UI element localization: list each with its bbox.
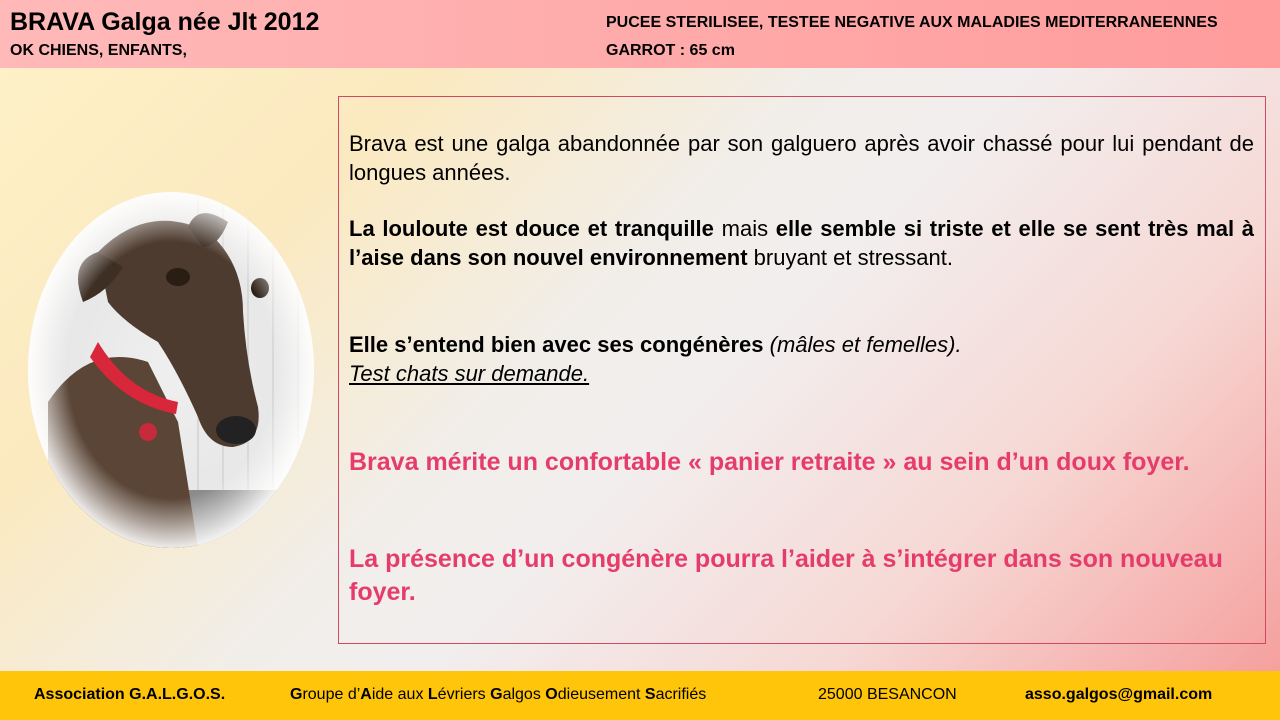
compatibility-paragraph: [349, 330, 1254, 388]
compatibility-italic: (mâles et femelles).: [763, 332, 962, 357]
word-aide: ide aux: [371, 686, 428, 703]
word-groupe: roupe d’: [302, 686, 361, 703]
header-band: [0, 0, 1280, 68]
association-full-name: [290, 686, 706, 704]
word-levriers: évriers: [437, 686, 491, 703]
temperament-text-2: bruyant et stressant.: [747, 245, 953, 270]
cat-test-note: Test chats sur demande.: [349, 361, 590, 386]
word-sacrifies: acrifiés: [655, 686, 707, 703]
contact-email[interactable]: asso.galgos@gmail.com: [1025, 686, 1213, 703]
compatibility-bold: Elle s’entend bien avec ses congénères: [349, 332, 764, 357]
initial-o: O: [545, 686, 558, 703]
association-name: Association G.A.L.G.O.S.: [34, 686, 226, 703]
initial-g2: G: [490, 686, 503, 703]
temperament-paragraph: [349, 214, 1254, 272]
temperament-text-1: mais: [713, 216, 776, 241]
intro-paragraph: Brava est une galga abandonnée par son galguero après avoir chassé pour lui pendant de longues années.: [349, 131, 1254, 185]
header-subtitle: OK CHIENS, ENFANTS,: [10, 42, 187, 59]
initial-g: G: [290, 686, 303, 703]
health-status: PUCEE STERILISEE, TESTEE NEGATIVE AUX MALADIES MEDITERRANEENNES: [606, 14, 1218, 31]
initial-l: L: [427, 686, 438, 703]
initial-a: A: [360, 686, 372, 703]
retirement-appeal: Brava mérite un confortable « panier retraite » au sein d’un doux foyer.: [349, 448, 1190, 476]
footer-band: [0, 671, 1280, 720]
initial-s: S: [644, 686, 656, 703]
word-galgos: algos: [502, 686, 546, 703]
temperament-bold-1: La louloute est douce et tranquille: [349, 216, 714, 241]
description-box: [338, 96, 1266, 644]
greyhound-portrait-icon: [28, 192, 314, 548]
temperament-bold-2: elle semble si triste et elle se sent très mal à l’aise dans son nouvel environnement: [349, 216, 1254, 270]
word-odieusement: dieusement: [557, 686, 645, 703]
page-title: BRAVA Galga née Jlt 2012: [10, 8, 320, 36]
garrot-height: GARROT : 65 cm: [606, 42, 735, 59]
association-city: 25000 BESANCON: [818, 686, 957, 703]
companion-appeal: La présence d’un congénère pourra l’aider à s’intégrer dans son nouveau foyer.: [349, 545, 1223, 606]
dog-photo: [28, 192, 314, 548]
